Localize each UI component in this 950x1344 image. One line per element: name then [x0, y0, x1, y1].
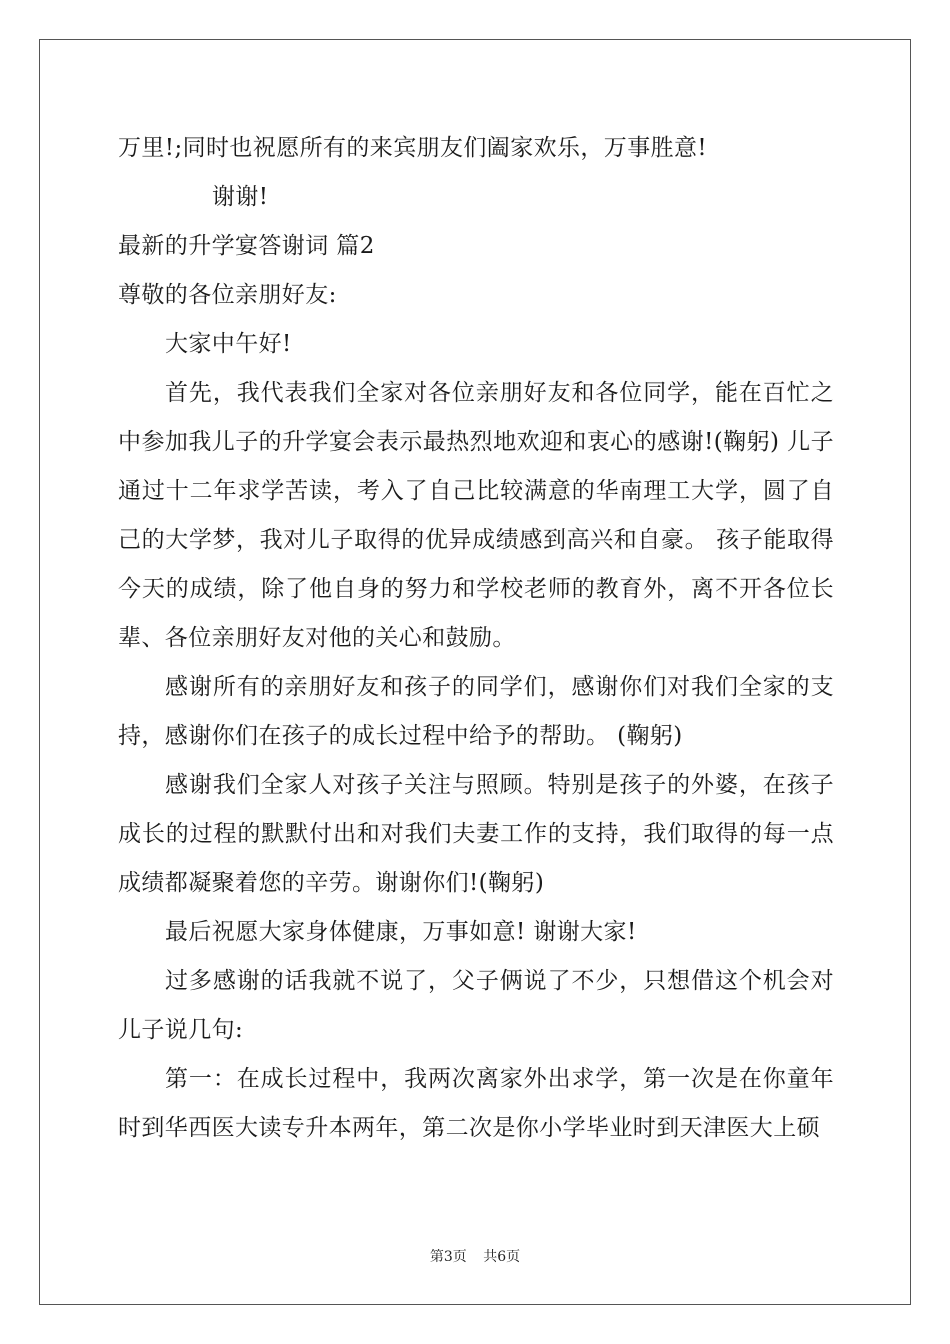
paragraph: 最后祝愿大家身体健康，万事如意! 谢谢大家! [165, 919, 637, 945]
paragraph: 第一：在成长过程中，我两次离家外出求学，第一次是在你童年时到华西医大读专升本两年，第二次是你小学毕业时到天津医大上硕 [118, 1066, 834, 1141]
page-total: 共6页 [483, 1249, 521, 1265]
page-footer [0, 1246, 950, 1266]
greeting: 大家中午好! [165, 331, 292, 357]
paragraph: 感谢所有的亲朋好友和孩子的同学们，感谢你们对我们全家的支持，感谢你们在孩子的成长过程中给予的帮助。 (鞠躬) [118, 674, 834, 749]
page-number: 第3页 [429, 1249, 467, 1265]
section-heading: 最新的升学宴答谢词 篇2 [118, 233, 375, 259]
salutation: 尊敬的各位亲朋好友: [118, 282, 337, 308]
paragraph: 感谢我们全家人对孩子关注与照顾。特别是孩子的外婆，在孩子成长的过程的默默付出和对我们夫妻工作的支持，我们取得的每一点成绩都凝聚着您的辛劳。谢谢你们!(鞠躬) [118, 772, 834, 896]
document-body [118, 124, 834, 1153]
text-line: 万里!;同时也祝愿所有的来宾朋友们阖家欢乐，万事胜意! [118, 135, 708, 161]
text-line: 谢谢! [212, 184, 269, 210]
paragraph: 过多感谢的话我就不说了，父子俩说了不少，只想借这个机会对儿子说几句: [118, 968, 834, 1043]
paragraph: 首先，我代表我们全家对各位亲朋好友和各位同学，能在百忙之中参加我儿子的升学宴会表示最热烈地欢迎和衷心的感谢!(鞠躬) 儿子通过十二年求学苦读，考入了自己比较满意的华南理工大学，圆了自己的大学梦，我对儿子取得的优异成绩感到高兴和自豪。 孩子能取得今天的成绩，除了他自身的努力和学校老师的教育外，离不开各位长辈、各位亲朋好友对他的关心和鼓励。 [118, 380, 834, 651]
